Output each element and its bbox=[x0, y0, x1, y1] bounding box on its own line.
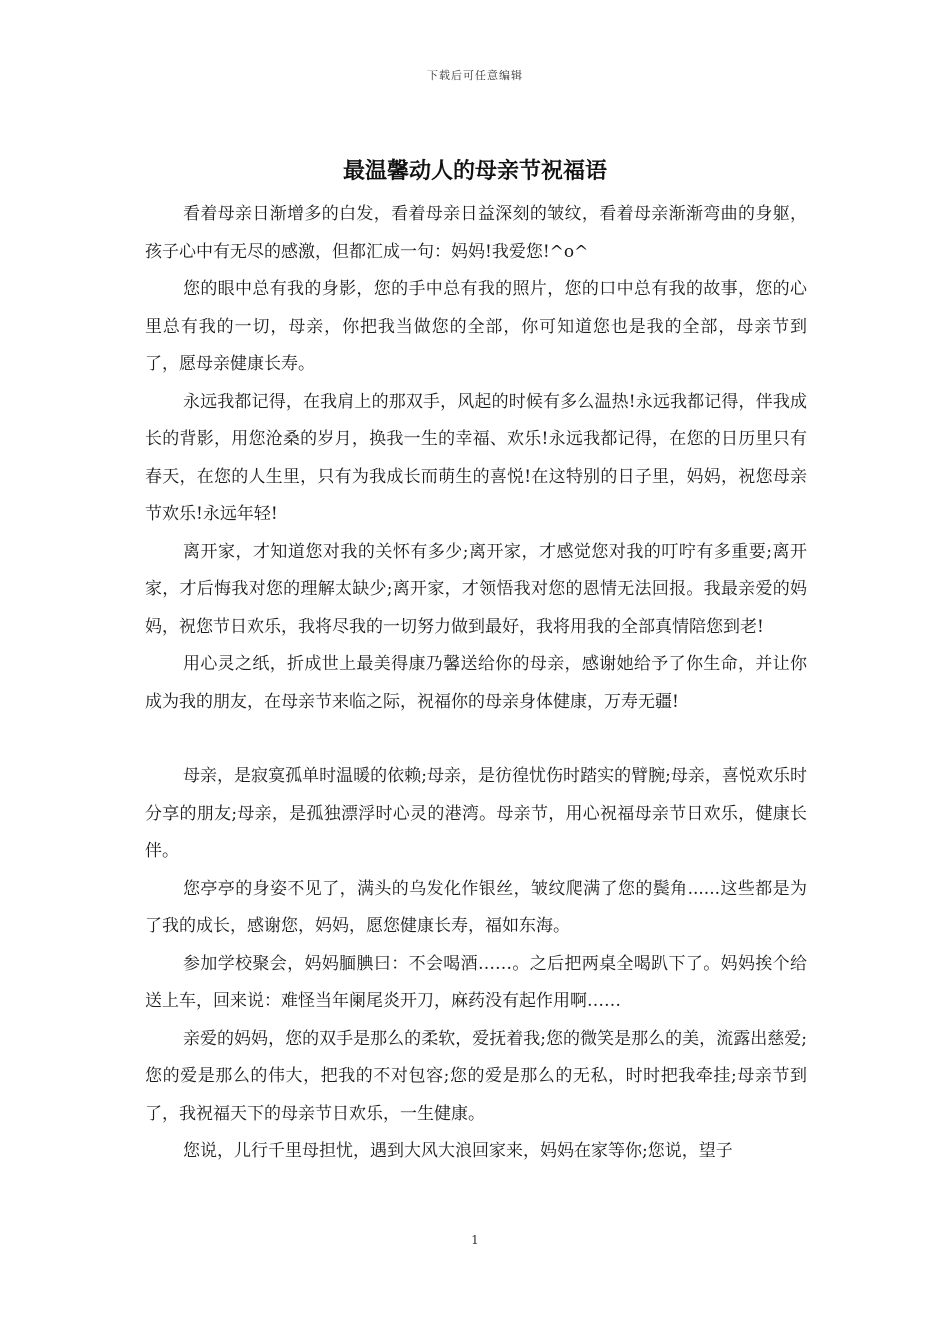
document-body bbox=[145, 196, 807, 1171]
paragraph-1: 看着母亲日渐增多的白发，看着母亲日益深刻的皱纹，看着母亲渐渐弯曲的身躯，孩子心中有无尽的感激，但都汇成一句：妈妈!我爱您!^o^ bbox=[145, 204, 807, 262]
paragraph-3: 永远我都记得，在我肩上的那双手，风起的时候有多么温热!永远我都记得，伴我成长的背影，用您沧桑的岁月，换我一生的幸福、欢乐!永远我都记得，在您的日历里只有春天，在您的人生里，只有为我成长而萌生的喜悦!在这特别的日子里，妈妈，祝您母亲节欢乐!永远年轻! bbox=[145, 391, 807, 524]
paragraph-4: 离开家，才知道您对我的关怀有多少;离开家，才感觉您对我的叮咛有多重要;离开家，才后悔我对您的理解太缺少;离开家，才领悟我对您的恩情无法回报。我最亲爱的妈妈，祝您节日欢乐，我将尽我的一切努力做到最好，我将用我的全部真情陪您到老! bbox=[145, 541, 807, 637]
paragraph-2: 您的眼中总有我的身影，您的手中总有我的照片，您的口中总有我的故事，您的心里总有我的一切，母亲，你把我当做您的全部，你可知道您也是我的全部，母亲节到了，愿母亲健康长寿。 bbox=[145, 279, 807, 374]
paragraph-5: 用心灵之纸，折成世上最美得康乃馨送给你的母亲，感谢她给予了你生命，并让你成为我的朋友，在母亲节来临之际，祝福你的母亲身体健康，万寿无疆! bbox=[145, 654, 807, 712]
paragraph-7: 您亭亭的身姿不见了，满头的乌发化作银丝，皱纹爬满了您的鬓角......这些都是为了我的成长，感谢您，妈妈，愿您健康长寿，福如东海。 bbox=[145, 878, 807, 936]
paragraph-8: 参加学校聚会，妈妈腼腆曰：不会喝酒……。之后把两桌全喝趴下了。妈妈挨个给送上车，回来说：难怪当年阑尾炎开刀，麻药没有起作用啊…… bbox=[145, 953, 807, 1011]
paragraph-gap bbox=[145, 721, 807, 758]
paragraph-6: 母亲，是寂寞孤单时温暖的依赖;母亲，是彷徨忧伤时踏实的臂腕;母亲，喜悦欢乐时分享的朋友;母亲，是孤独漂浮时心灵的港湾。母亲节，用心祝福母亲节日欢乐，健康长伴。 bbox=[145, 766, 807, 861]
page-number: 1 bbox=[471, 1233, 479, 1247]
paragraph-10: 您说，儿行千里母担忧，遇到大风大浪回家来，妈妈在家等你;您说，望子 bbox=[183, 1141, 733, 1161]
header-note: 下载后可任意编辑 bbox=[427, 69, 523, 82]
paragraph-9: 亲爱的妈妈，您的双手是那么的柔软，爱抚着我;您的微笑是那么的美，流露出慈爱;您的爱是那么的伟大，把我的不对包容;您的爱是那么的无私，时时把我牵挂;母亲节到了，我祝福天下的母亲节日欢乐，一生健康。 bbox=[145, 1028, 807, 1124]
document-title: 最温馨动人的母亲节祝福语 bbox=[342, 158, 607, 184]
